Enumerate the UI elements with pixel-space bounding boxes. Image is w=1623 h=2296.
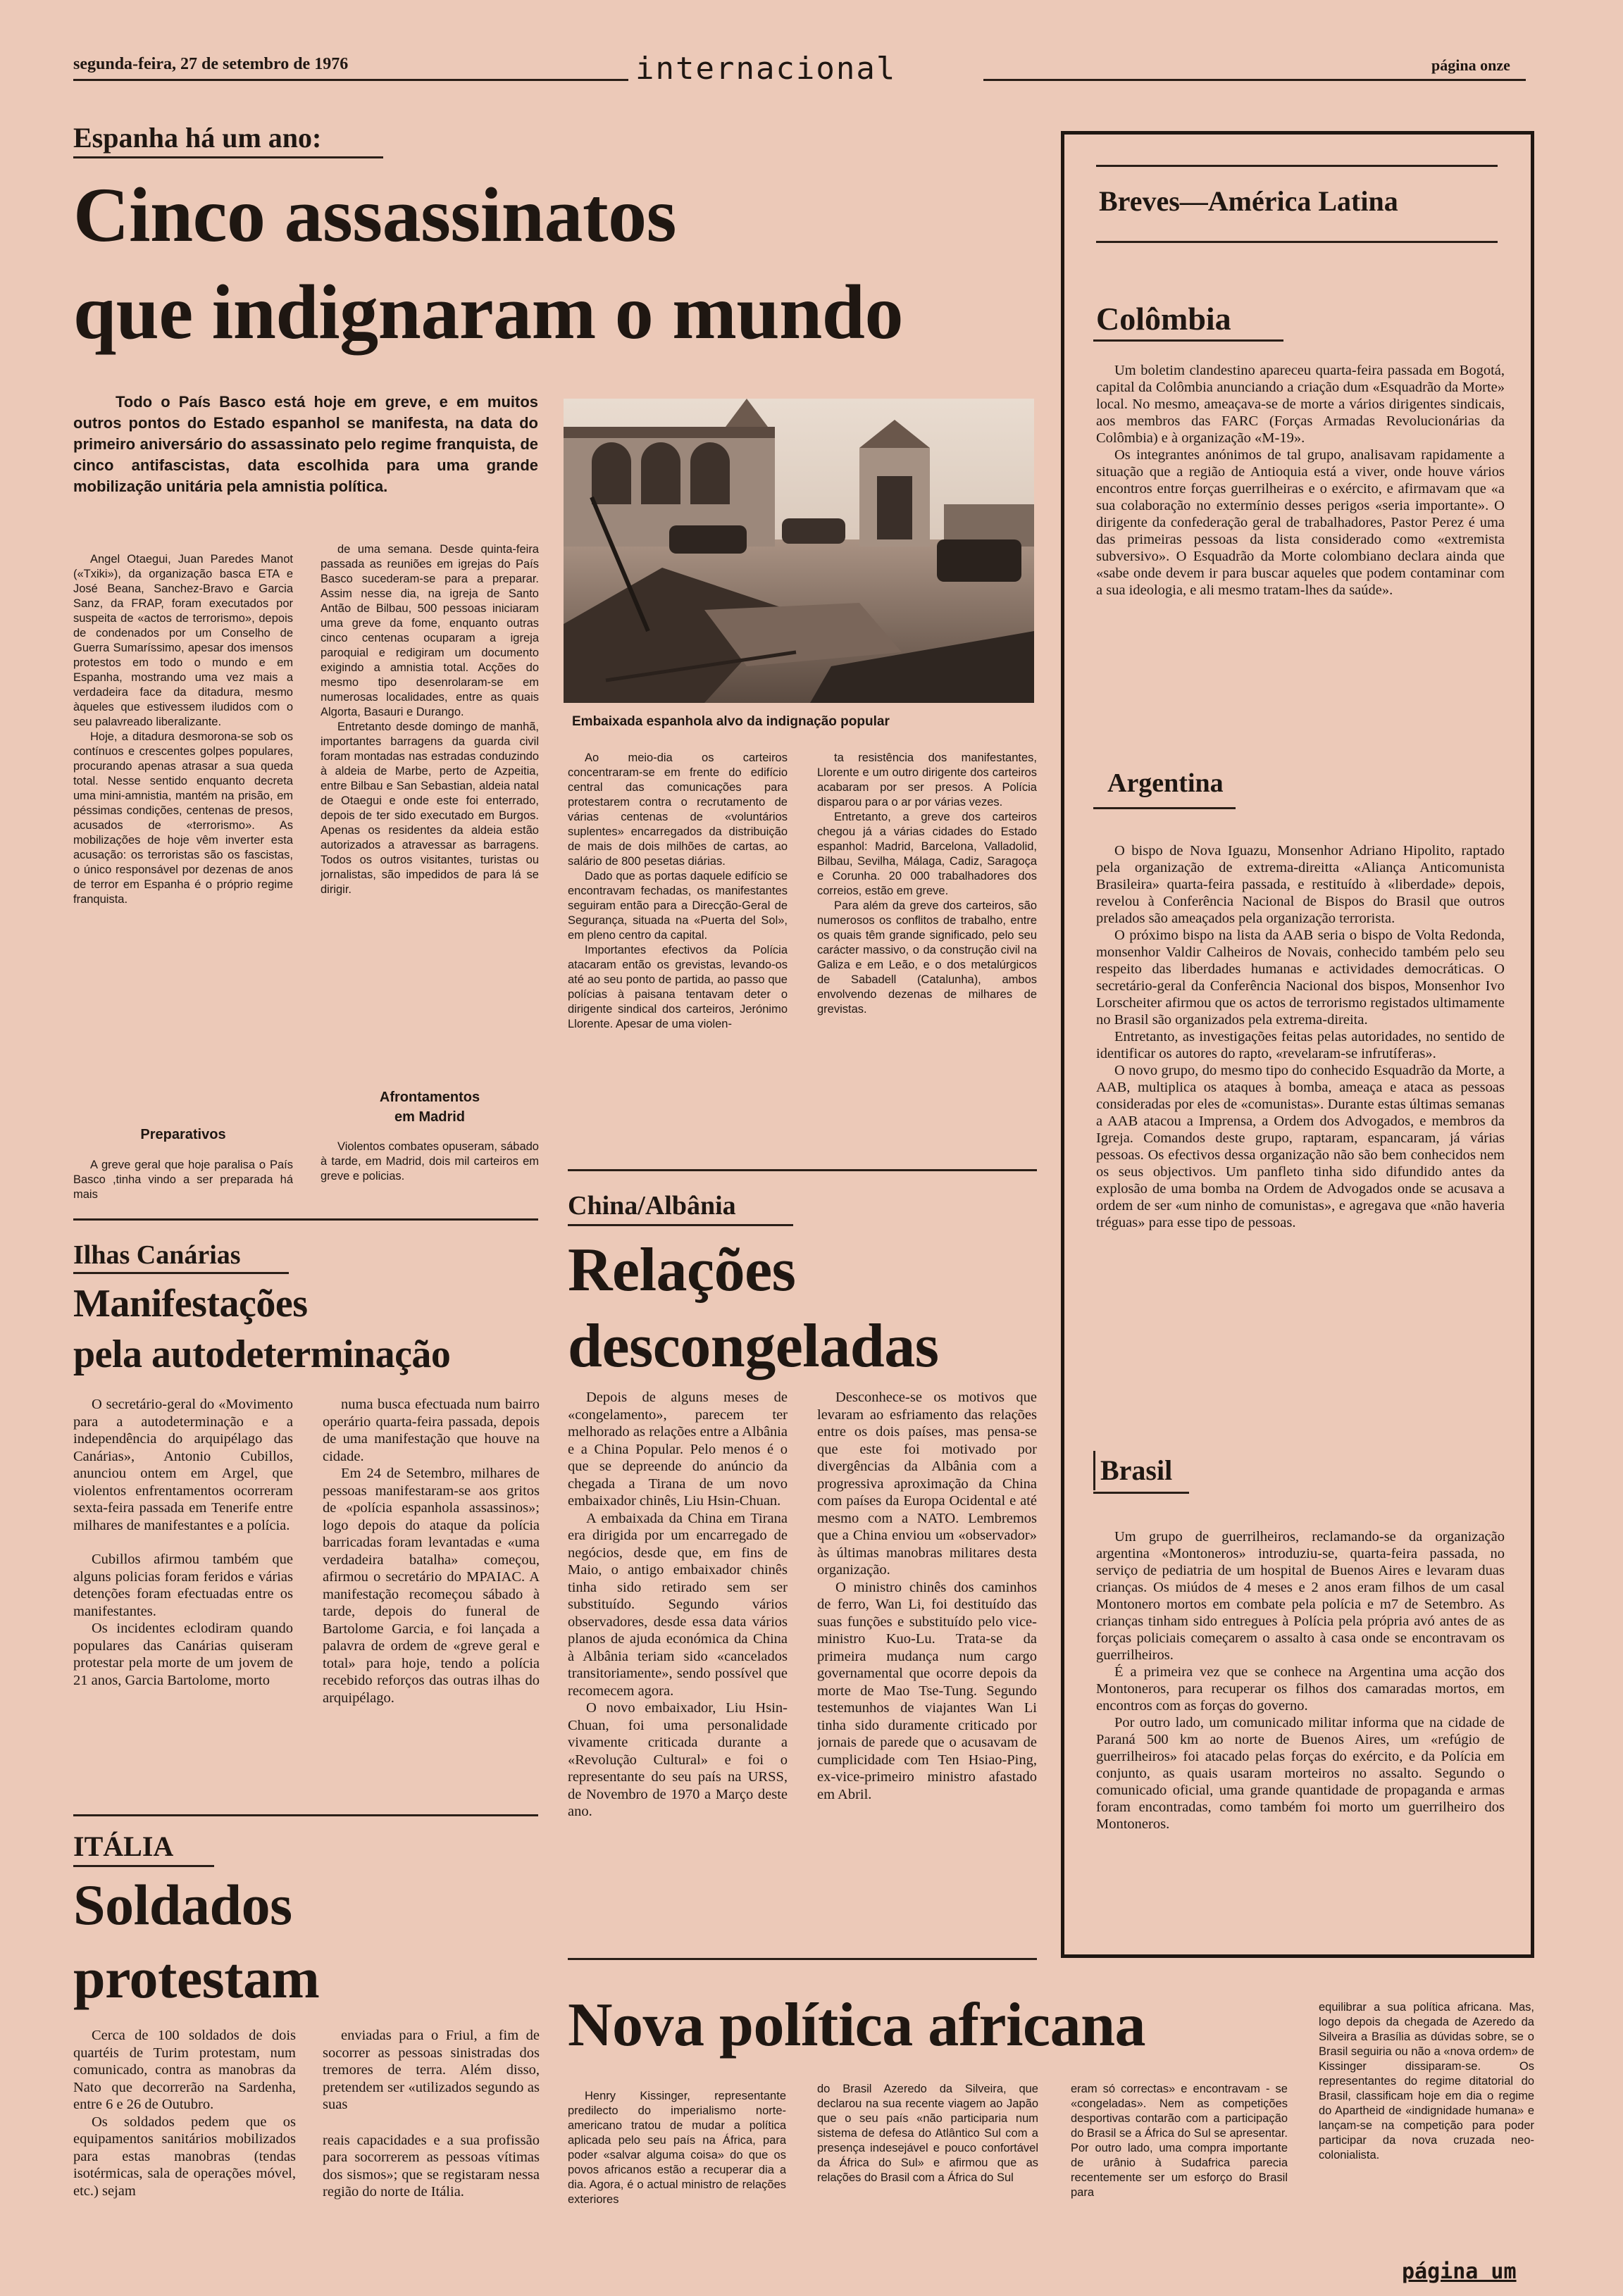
africa-column-3: [1071, 2082, 1288, 2244]
spain-col3-para-3: Importantes efectivos da Polícia atacaram então os grevistas, levando-os até ao seu ponto de partida, ao passo que polícias à paisana tentavam deter o dirigente sindical dos carteiros, Jerónimo Llorente. Apesar de uma violen-: [568, 944, 788, 1030]
canarias-kicker: Ilhas Canárias: [73, 1240, 241, 1270]
italia-headline-line-1: Soldados: [73, 1873, 292, 1937]
spain-col3-para-2: Dado que as portas daquele edifício se encontravam fechadas, os manifestantes seguiram então para a Direcção-Geral de Segurança, situada na «Puerta del Sol», em pleno centro da capital.: [568, 870, 788, 942]
masthead-section: internacional: [635, 51, 897, 87]
italia-column-2: [323, 2027, 540, 2251]
breves-title: Breves—América Latina: [1099, 185, 1398, 217]
canarias-bottom-rule: [73, 1814, 538, 1816]
spain-column-2: [321, 542, 539, 1087]
china-column-1: [568, 1389, 788, 1959]
colombia-para-1: Um boletim clandestino apareceu quarta-feira passada em Bogotá, capital da Colômbia anunciando a criação dum «Esquadrão da Morte» local. No mesmo, ameaçava-se de morte a vários dirigentes sindicais, aos membros das FARC (Forças Armadas Revolucionárias da Colômbia) e à organização «M-19».: [1096, 363, 1505, 446]
spain-bottom-rule-right: [568, 1169, 1037, 1171]
brasil-heading-rule-left: [1093, 1451, 1095, 1490]
spain-column-4: [817, 751, 1037, 1165]
canarias-headline-line-2: pela autodeterminação: [73, 1333, 451, 1376]
china-headline-line-1: Relações: [568, 1236, 796, 1304]
brasil-text: [1096, 1528, 1505, 1923]
africa-col2-text: do Brasil Azeredo da Silveira, que declarou na sua recente viagem ao Japão que o seu país «não participaria num sistema de defesa do Atlântico Sul com a presença indesejável e pouco confortável da África do Sul» e afirmou que as relações do Brasil com a África do Sul: [817, 2083, 1038, 2184]
colombia-heading-rule: [1093, 339, 1283, 342]
colombia-text: [1096, 362, 1505, 707]
italia-kicker: ITÁLIA: [73, 1830, 174, 1862]
argentina-para-4: O novo grupo, do mesmo tipo do conhecido Esquadrão da Morte, a AAB, multiplica os ataques à bomba, ameaça e ataca as pessoas consideradas por eles de «comunistas». Durante estas últimas semanas a AAB atacou a Imprensa, a Ordem dos Advogados, e membros da Igreja. Comandos deste grupo, raptaram, espancaram, já várias pessoas. Os efectivos dessa organização não são bem conhecidos nem os seus objectivos. Um panfleto tinha sido difundido antes da explosão de uma bomba na Ordem de Advogados onde se acusava a ordem de ser «um ninho de comunistas», e agregava que «não haveria tréguas» para esse tipo de pessoas.: [1096, 1063, 1505, 1230]
spain-subhead-afrontamentos: [321, 1087, 539, 1127]
masthead-date: segunda-feira, 27 de setembro de 1976: [73, 55, 349, 73]
canarias-column-2: [323, 1396, 540, 1800]
italia-kicker-rule: [73, 1865, 214, 1867]
italia-col1-para-2: Os soldados pedem que os equipamentos sanitários mobilizados para estas manobras (tendas isotérmicas, sala de operações móvel, etc.) sejam: [73, 2114, 296, 2199]
spain-column-2-continued: [321, 1140, 539, 1207]
spain-col2-para-1: de uma semana. Desde quinta-feira passada as reuniões em igrejas do País Basco sucederam-se para a preparar. Assim nesse dia, na igreja de Santo Antão de Bilbau, 500 pessoas iniciaram uma greve da fome, enquanto outras cinco centenas ocuparam a igreja paroquial e redigiram um documento exigindo a amnistia total. Acções do mesmo tipo desenrolaram-se em numerosas localidades, entre as quais Algorta, Basauri e Durango.: [321, 543, 539, 718]
africa-headline: Nova política africana: [568, 1991, 1146, 2059]
spain-col1-prep: A greve geral que hoje paralisa o País Basco ,tinha vindo a ser preparada há mais: [73, 1159, 293, 1201]
china-col1-para-3: O novo embaixador, Liu Hsin-Chuan, foi uma personalidade vivamente criticada durante a «Revolução Cultural» e foi o representante do seu país na URSS, de Novembro de 1970 a Março deste ano.: [568, 1700, 788, 1819]
africa-column-2: [817, 2082, 1038, 2244]
spain-column-1: [73, 552, 293, 1083]
masthead-rule-left: [73, 79, 628, 81]
africa-column-4: [1319, 2000, 1534, 2244]
brasil-heading-rule: [1093, 1492, 1189, 1494]
spain-col1-para-2: Hoje, a ditadura desmorona-se sob os contínuos e crescentes golpes populares, procurando apenas atrasar a sua queda total. Nesse sentido enquanto decreta uma mini-amnistia, mantém na prisão, em péssimas condições, centenas de presos, acusados de «terrorismo». As mobilizações de hoje vêm inverter esta acusação: os terroristas são os fascistas, o único responsável por dezenas de anos de terror em Espanha é o próprio regime franquista.: [73, 730, 293, 906]
spain-col4-para-1: ta resistência dos manifestantes, Llorente e um outro dirigente dos carteiros acabaram por ser presos. A Polícia disparou para o ar por várias vezes.: [817, 751, 1037, 809]
italia-headline-line-2: protestam: [73, 1946, 320, 2010]
canarias-col1-para-3: Os incidentes eclodiram quando populares das Canárias quiseram protestar pela morte de um jovem de 21 anos, Garcia Bartolome, morto: [73, 1621, 293, 1688]
spain-column-3: [568, 751, 788, 1165]
canarias-column-1: [73, 1396, 293, 1800]
africa-column-1: [568, 2089, 786, 2244]
canarias-col1-para-2: Cubillos afirmou também que alguns policias foram feridos e várias detenções foram efectuadas entre os manifestantes.: [73, 1552, 293, 1619]
italia-col2-para-1: enviadas para o Friul, a fim de socorrer as pessoas sinistradas dos tremores de terra. Além disso, pretendem ser «utilizados segundo as suas: [323, 2028, 540, 2112]
spain-headline-line-2: que indignaram o mundo: [73, 269, 903, 355]
spain-bottom-rule-left: [73, 1218, 538, 1221]
spain-headline-line-1: Cinco assassinatos: [73, 172, 676, 258]
italia-col2-para-2: reais capacidades e a sua profissão para socorrerem as pessoas vítimas dos sismos»; que se registaram nessa região do norte de Itália.: [323, 2132, 540, 2200]
spain-photo-caption: Embaixada espanhola alvo da indignação popular: [572, 714, 890, 729]
masthead-rule-right: [983, 79, 1526, 81]
spain-col4-para-3: Para além da greve dos carteiros, são numerosos os conflitos de trabalho, entre os quais têm grande significado, pelo seu carácter massivo, o da construção civil na Galiza e em Leão, e o dos metalúrgicos de Sabadell (Catalunha), ambos envolvendo dezenas de milhares de grevistas.: [817, 899, 1037, 1016]
embassy-photo: [564, 399, 1034, 703]
spain-col1-para-1: Angel Otaegui, Juan Paredes Manot («Txiki»), da organização basca ETA e José Beana, Sanchez-Bravo e Garcia Sanz, da FRAP, foram executados por suspeita de «actos de terrorismo», depois de condenados por um Conselho de Guerra Sumaríssimo, apesar dos imensos protestos em todo o mundo e em Espanha, mostrando uma vez mais a verdadeira face da ditadura, mesmo àqueles que estivessem iludidos com o seu palavreado liberalizante.: [73, 553, 293, 728]
spain-kicker: Espanha há um ano:: [73, 122, 322, 154]
spain-subhead-afrontamentos-line-1: Afrontamentos: [379, 1090, 480, 1105]
brasil-para-1: Um grupo de guerrilheiros, reclamando-se da organização argentina «Montoneros» introduziu-se, quarta-feira passada, no serviço de pediatria de um hospital de Buenos Aires e levaram duas crianças. Os miúdos de 4 meses e 2 anos eram filhos de um casal Montonero mortos em combate pela polícia e m7 de Setembro. As crianças tinham sido entregues à Polícia pela própria avó antes de as forças policiais começarem o assalto à casa onde se encontravam os guerrilheiros.: [1096, 1529, 1505, 1663]
canarias-kicker-rule: [73, 1272, 289, 1274]
africa-col1-text: Henry Kissinger, representante predilecto do imperialismo norte-americano tratou de mudar a política aplicada pelo seu país na África, para poder «salvar alguma coisa» do que os povos africanos estão a recuperar dia a dia. Agora, é o actual ministro de relações exteriores: [568, 2090, 786, 2206]
brasil-heading: Brasil: [1100, 1454, 1173, 1486]
spain-subhead-afrontamentos-line-2: em Madrid: [394, 1109, 466, 1125]
canarias-col1-para-1: O secretário-geral do «Movimento para a autodeterminação e a independência do arquipélago das Canárias», Antonio Cubillos, anunciou ontem em Argel, que violentos enfrentamentos ocorreram sexta-feira passada em Tenerife entre milhares de manifestantes e a polícia.: [73, 1397, 293, 1533]
continuation-link[interactable]: página um: [1402, 2259, 1517, 2284]
canarias-col2-para-1: numa busca efectuada num bairro operário quarta-feira passada, depois de uma manifestação que houve na cidade.: [323, 1397, 540, 1464]
breves-title-rule-top: [1096, 165, 1498, 167]
argentina-heading-rule: [1093, 807, 1236, 809]
argentina-text: [1096, 842, 1505, 1406]
brasil-para-3: Por outro lado, um comunicado militar informa que na cidade de Paraná 500 km ao norte de Buenos Aires, um «refúgio de guerrilheiros» foi atacado pelas forças do exército, e da Polícia em conjunto, as quais usaram morteiros no assalto. Segundo o comunicado oficial, uma grande quantidade de propaganda e armas foram encontradas, como também foi morto um guerrilheiro dos Montoneros.: [1096, 1715, 1505, 1832]
italia-col1-para-1: Cerca de 100 soldados de dois quartéis de Turim protestam, num comunicado, contra as manobras da Nato que decorrerão na Sardenha, entre 6 e 26 de Outubro.: [73, 2028, 296, 2112]
africa-col4-text: equilibrar a sua política africana. Mas, logo depois da chegada de Azeredo da Silveira a Brasília as dúvidas sobre, se o Brasil seguiria ou não a «nova ordem» de Kissinger dissiparam-se. Os representantes do regime ditatorial do Brasil, classificam hoje em dia o regime do Apartheid de «indignidade humana» e lançam-se na competição para poder participar da nova cruzada neo-colonialista.: [1319, 2001, 1534, 2161]
china-headline-line-2: descongeladas: [568, 1312, 939, 1380]
china-col1-para-2: A embaixada da China em Tirana era dirigida por um encarregado de negócios, desde que, em fins de Maio, o antigo embaixador chinês tinha sido retirado sem ser substituído. Segundo vários observadores, desde essa data vários planos de ajuda económica da China à Albânia teriam sido «cancelados transitoriamente», sendo possível que recomecem agora.: [568, 1510, 788, 1699]
colombia-heading: Colômbia: [1096, 301, 1231, 337]
masthead-page-number: página onze: [1431, 56, 1510, 74]
spain-subhead-preparativos: Preparativos: [140, 1127, 226, 1142]
china-bottom-rule: [568, 1958, 1037, 1960]
argentina-para-3: Entretanto, as investigações feitas pelas autoridades, no sentido de identificar os autores do rapto, «revelaram-se infrutíferas».: [1096, 1029, 1505, 1061]
embassy-photo-image: [564, 399, 1034, 703]
spain-column-1-continued: [73, 1158, 293, 1207]
argentina-para-2: O próximo bispo na lista da AAB seria o bispo de Volta Redonda, monsenhor Valdir Calheiros de Novais, conhecido também pelo seu respeito das liberdades humanas e actividades democráticas. O secretário-geral da Conferência Nacional dos bispos, Monsenhor Ivo Lorscheiter afirmou que os actos de terrorismo registados ultimamente no Brasil são organizados pela extrema-direita.: [1096, 928, 1505, 1028]
colombia-para-2: Os integrantes anónimos de tal grupo, analisavam rapidamente a situação que a região de Antioquia está a viver, onde houve vários encontros entre forças guerrilheiras e o exército, e afirmavam que «a sua colaboração no extermínio desses perigos «seria importante». O dirigente da confederação geral de trabalhadores, Pastor Perez é uma das primeiras pessoas da lista considerado como «extremista subversivo». O Esquadrão da Morte colombiano declara ainda que «sabe onde devem ir para buscar aqueles que podem contaminar com a sua ideologia, e ali mesmo tratam-lhes da saúde».: [1096, 447, 1505, 598]
canarias-headline-line-1: Manifestações: [73, 1282, 308, 1325]
italia-column-1: [73, 2027, 296, 2251]
spain-col4-para-2: Entretanto, a greve dos carteiros chegou já a várias cidades do Estado espanhol: Madrid, Barcelona, Valladolid, Bilbau, Sevilha, Málaga, Cadiz, Saragoça e Corunha. 20 000 trabalhadores dos correios, estão em greve.: [817, 811, 1037, 897]
china-col2-para-1: Desconhece-se os motivos que levaram ao esfriamento das relações entre os dois países, mas pensa-se que este foi motivado por divergências da Albânia com a progressiva aproximação da China com países da Europa Ocidental e até mesmo com a NATO. Lembremos que a China enviou um «observador» às últimas manobras militares desta organização.: [817, 1390, 1037, 1578]
china-column-2: [817, 1389, 1037, 1959]
brasil-para-2: É a primeira vez que se conhece na Argentina uma acção dos Montoneros, para recuperar os filhos dos camaradas mortos, em encontros com as forças do governo.: [1096, 1664, 1505, 1714]
china-col2-para-2: O ministro chinês dos caminhos de ferro, Wan Li, foi destituído das suas funções e substituído pelo vice-ministro Kuo-Lu. Trata-se da primeira mudança num cargo governamental que ocorre depois da morte de Mao Tse-Tung. Segundo testemunhos de viajantes Wan Li tinha sido duramente criticado por jornais de parede que o acusavam de cumplicidade com Ten Hsiao-Ping, ex-vice-primeiro ministro afastado em Abril.: [817, 1579, 1037, 1802]
breves-title-rule-bottom: [1096, 241, 1498, 243]
china-kicker: China/Albânia: [568, 1191, 736, 1221]
china-kicker-rule: [568, 1224, 793, 1226]
spain-col2-madrid: Violentos combates opuseram, sábado à tarde, em Madrid, dois mil carteiros em greve e policias.: [321, 1140, 539, 1183]
africa-col3-text: eram só correctas» e encontravam - se «congeladas». Nem as competições desportivas contarão com a participação do Brasil se a África do Sul se apresentar. Por outro lado, uma compra importante de urânio à Sudafrica parecia recentemente ser um esforço do Brasil para: [1071, 2083, 1288, 2199]
spain-col3-para-1: Ao meio-dia os carteiros concentraram-se em frente do edifício central das comunicações para protestarem contra o recrutamento de várias centenas de «voluntários suplentes» encarregados da distribuição de mais de dois milhões de cartas, ao salário de 800 pesetas diárias.: [568, 751, 788, 868]
argentina-heading: Argentina: [1107, 768, 1224, 798]
spain-kicker-rule: [73, 156, 383, 158]
spain-lead: Todo o País Basco está hoje em greve, e em muitos outros pontos do Estado espanhol se manifesta, na data do primeiro aniversário do assassinato pelo regime franquista, de cinco antifascistas, data escolhida para uma grande mobilização unitária pela amnistia política.: [73, 393, 538, 495]
china-col1-para-1: Depois de alguns meses de «congelamento», parecem ter melhorado as relações entre a Albânia e a China Popular. Pelo menos é o que se depreende do anúncio da chegada a Tirana de um novo embaixador chinês, Liu Hsin-Chuan.: [568, 1390, 788, 1509]
canarias-col2-para-2: Em 24 de Setembro, milhares de pessoas manifestaram-se aos gritos de «polícia espanhola assassinos»; logo depois do ataque da polícia barricadas foram levantadas e «uma verdadeira batalha» começou, afirmou o secretário do MPAIAC. A manifestação recomeçou sábado à tarde, depois do funeral de Bartolome Garcia, e foi lançada a palavra de ordem de «greve geral e total» para hoje, tendo a polícia recebido reforços das outras ilhas do arquipélago.: [323, 1466, 540, 1706]
spain-col2-para-2: Entretanto desde domingo de manhã, importantes barragens da guarda civil foram montadas nas estradas conduzindo à aldeia de Marbe, perto de Azpeitia, entre Bilbau e San Sebastian, aldeia natal de Otaegui e onde este foi enterrado, depois de ter sido executado em Burgos. Apenas os residentes da aldeia estão autorizados a atravessar as barragens. Todos os outros visitantes, turistas ou jornalistas, são impedidos de para lá se dirigir.: [321, 720, 539, 896]
argentina-para-1: O bispo de Nova Iguazu, Monsenhor Adriano Hipolito, raptado pela organização de extrema-direitta «Aliança Anticomunista Brasileira» quarta-feira passada, e restituído à «liberdade» depois, revelou à Conferência Nacional de Bispos do Brasil que outros prelados são ameaçados pela organização terrorista.: [1096, 843, 1505, 926]
